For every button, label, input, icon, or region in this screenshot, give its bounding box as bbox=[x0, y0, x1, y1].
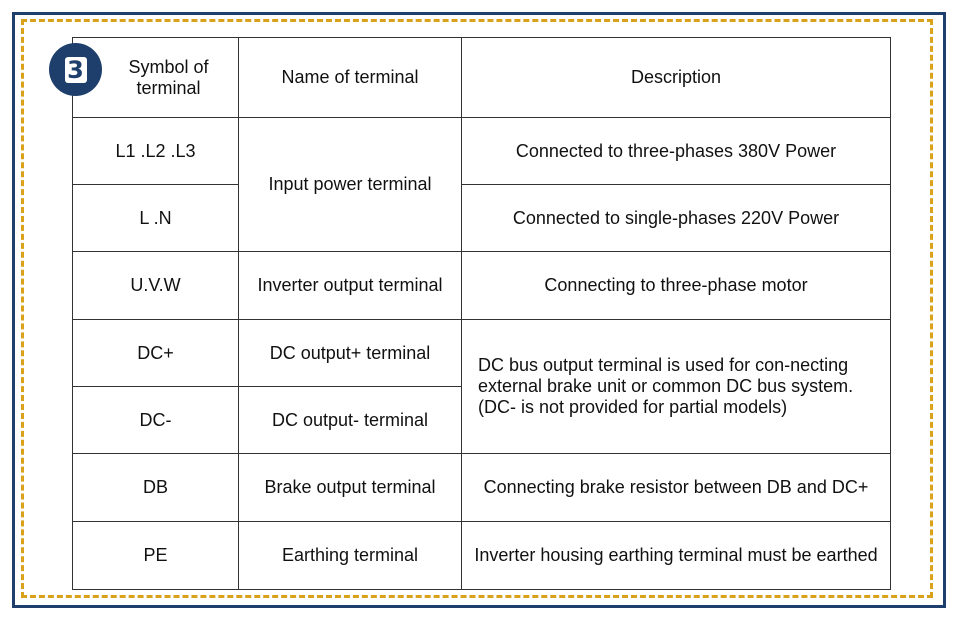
section-number: 3 bbox=[65, 57, 87, 83]
table-row bbox=[73, 185, 891, 252]
section-number-badge bbox=[49, 43, 102, 96]
description-cell: Connected to three-phases 380V Power bbox=[462, 118, 891, 185]
description-cell: Connecting brake resistor between DB and DC+ bbox=[462, 454, 891, 522]
table-row bbox=[73, 522, 891, 590]
name-cell: Earthing terminal bbox=[239, 522, 462, 590]
header-description: Description bbox=[462, 38, 891, 118]
symbol-cell: L .N bbox=[73, 185, 239, 252]
symbol-cell: DB bbox=[73, 454, 239, 522]
symbol-cell: PE bbox=[73, 522, 239, 590]
table-row bbox=[73, 320, 891, 387]
table-header-row bbox=[73, 38, 891, 118]
description-cell: Inverter housing earthing terminal must be earthed bbox=[462, 522, 891, 590]
name-cell: DC output+ terminal bbox=[239, 320, 462, 387]
description-cell: Connected to single-phases 220V Power bbox=[462, 185, 891, 252]
terminal-table bbox=[72, 37, 891, 590]
header-name: Name of terminal bbox=[239, 38, 462, 118]
symbol-cell: U.V.W bbox=[73, 252, 239, 320]
symbol-cell: DC- bbox=[73, 387, 239, 454]
symbol-cell: L1 .L2 .L3 bbox=[73, 118, 239, 185]
header-symbol: Symbol of terminal bbox=[73, 38, 239, 118]
name-cell: Inverter output terminal bbox=[239, 252, 462, 320]
table-row bbox=[73, 454, 891, 522]
name-cell: Brake output terminal bbox=[239, 454, 462, 522]
description-cell: Connecting to three-phase motor bbox=[462, 252, 891, 320]
name-cell: DC output- terminal bbox=[239, 387, 462, 454]
symbol-cell: DC+ bbox=[73, 320, 239, 387]
table-row bbox=[73, 252, 891, 320]
name-cell-input-power: Input power terminal bbox=[239, 118, 462, 252]
table-row bbox=[73, 118, 891, 185]
description-cell-dc-bus: DC bus output terminal is used for con-necting external brake unit or common DC bus system. (DC- is not provided for partial models) bbox=[462, 320, 891, 454]
